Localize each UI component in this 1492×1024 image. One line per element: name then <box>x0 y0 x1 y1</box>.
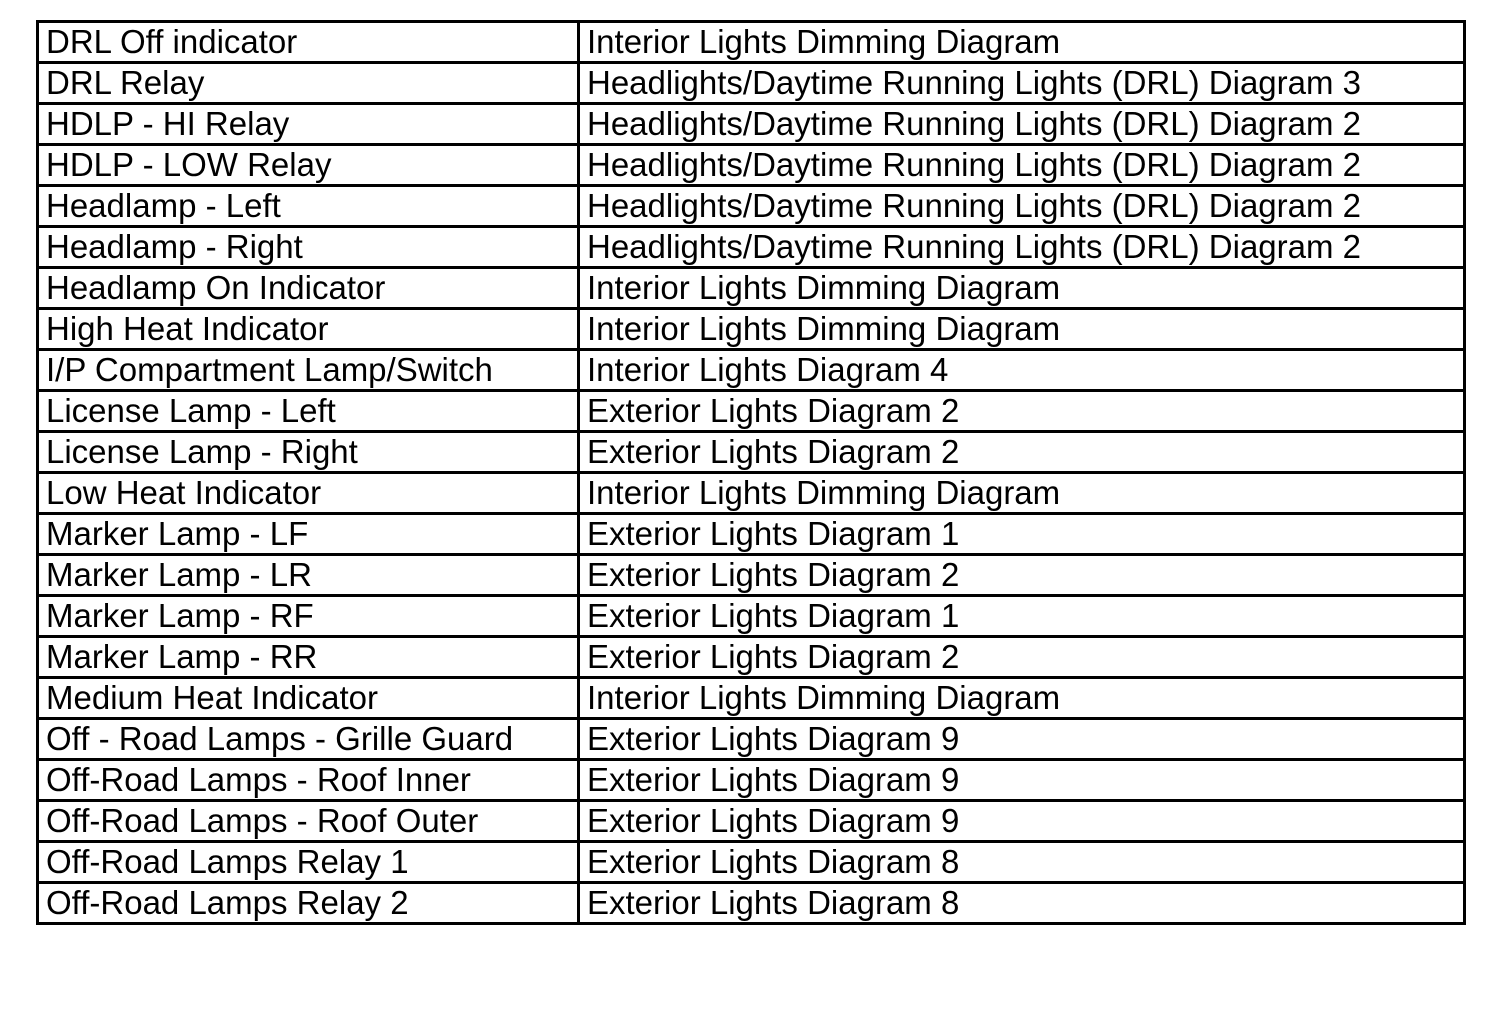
diagram-reference-cell: Interior Lights Dimming Diagram <box>579 22 1465 63</box>
component-name-cell: Off-Road Lamps Relay 2 <box>38 883 579 924</box>
table-row <box>38 637 1465 678</box>
component-name-cell: Low Heat Indicator <box>38 473 579 514</box>
component-name-cell: HDLP - HI Relay <box>38 104 579 145</box>
component-name-cell: License Lamp - Right <box>38 432 579 473</box>
component-name-cell: Off-Road Lamps - Roof Outer <box>38 801 579 842</box>
table-row <box>38 473 1465 514</box>
table-row <box>38 104 1465 145</box>
diagram-reference-cell: Exterior Lights Diagram 2 <box>579 391 1465 432</box>
component-name-cell: HDLP - LOW Relay <box>38 145 579 186</box>
table-row <box>38 145 1465 186</box>
diagram-reference-cell: Interior Lights Dimming Diagram <box>579 678 1465 719</box>
component-name-cell: Off-Road Lamps - Roof Inner <box>38 760 579 801</box>
diagram-reference-cell: Exterior Lights Diagram 1 <box>579 596 1465 637</box>
component-name-cell: Medium Heat Indicator <box>38 678 579 719</box>
diagram-reference-cell: Exterior Lights Diagram 8 <box>579 842 1465 883</box>
diagram-reference-cell: Exterior Lights Diagram 8 <box>579 883 1465 924</box>
diagram-reference-cell: Exterior Lights Diagram 2 <box>579 637 1465 678</box>
table-row <box>38 596 1465 637</box>
component-name-cell: Marker Lamp - LF <box>38 514 579 555</box>
table-row <box>38 391 1465 432</box>
diagram-reference-cell: Headlights/Daytime Running Lights (DRL) Diagram 2 <box>579 145 1465 186</box>
diagram-reference-cell: Exterior Lights Diagram 9 <box>579 719 1465 760</box>
diagram-reference-cell: Interior Lights Dimming Diagram <box>579 309 1465 350</box>
table-row <box>38 760 1465 801</box>
diagram-reference-cell: Interior Lights Diagram 4 <box>579 350 1465 391</box>
diagram-reference-cell: Interior Lights Dimming Diagram <box>579 473 1465 514</box>
component-name-cell: License Lamp - Left <box>38 391 579 432</box>
table-row <box>38 63 1465 104</box>
component-name-cell: Headlamp - Right <box>38 227 579 268</box>
table-row <box>38 555 1465 596</box>
component-index-table-container <box>36 20 1463 925</box>
diagram-reference-cell: Exterior Lights Diagram 9 <box>579 760 1465 801</box>
table-row <box>38 842 1465 883</box>
table-row <box>38 801 1465 842</box>
diagram-reference-cell: Headlights/Daytime Running Lights (DRL) Diagram 3 <box>579 63 1465 104</box>
diagram-reference-cell: Headlights/Daytime Running Lights (DRL) Diagram 2 <box>579 104 1465 145</box>
component-name-cell: Off-Road Lamps Relay 1 <box>38 842 579 883</box>
component-name-cell: Off - Road Lamps - Grille Guard <box>38 719 579 760</box>
component-name-cell: DRL Relay <box>38 63 579 104</box>
component-name-cell: DRL Off indicator <box>38 22 579 63</box>
table-row <box>38 719 1465 760</box>
component-name-cell: Marker Lamp - RF <box>38 596 579 637</box>
diagram-reference-cell: Headlights/Daytime Running Lights (DRL) Diagram 2 <box>579 227 1465 268</box>
table-row <box>38 514 1465 555</box>
diagram-reference-cell: Headlights/Daytime Running Lights (DRL) Diagram 2 <box>579 186 1465 227</box>
table-row <box>38 268 1465 309</box>
table-row <box>38 186 1465 227</box>
table-row <box>38 22 1465 63</box>
component-name-cell: Marker Lamp - RR <box>38 637 579 678</box>
table-row <box>38 883 1465 924</box>
table-row <box>38 432 1465 473</box>
diagram-reference-cell: Exterior Lights Diagram 1 <box>579 514 1465 555</box>
component-name-cell: High Heat Indicator <box>38 309 579 350</box>
diagram-reference-cell: Exterior Lights Diagram 9 <box>579 801 1465 842</box>
component-name-cell: Headlamp - Left <box>38 186 579 227</box>
table-row <box>38 309 1465 350</box>
diagram-reference-cell: Exterior Lights Diagram 2 <box>579 555 1465 596</box>
table-body <box>38 22 1465 924</box>
table-row <box>38 678 1465 719</box>
table-row <box>38 350 1465 391</box>
component-name-cell: Headlamp On Indicator <box>38 268 579 309</box>
component-index-table <box>36 20 1466 925</box>
component-name-cell: I/P Compartment Lamp/Switch <box>38 350 579 391</box>
diagram-reference-cell: Exterior Lights Diagram 2 <box>579 432 1465 473</box>
table-row <box>38 227 1465 268</box>
diagram-reference-cell: Interior Lights Dimming Diagram <box>579 268 1465 309</box>
component-name-cell: Marker Lamp - LR <box>38 555 579 596</box>
